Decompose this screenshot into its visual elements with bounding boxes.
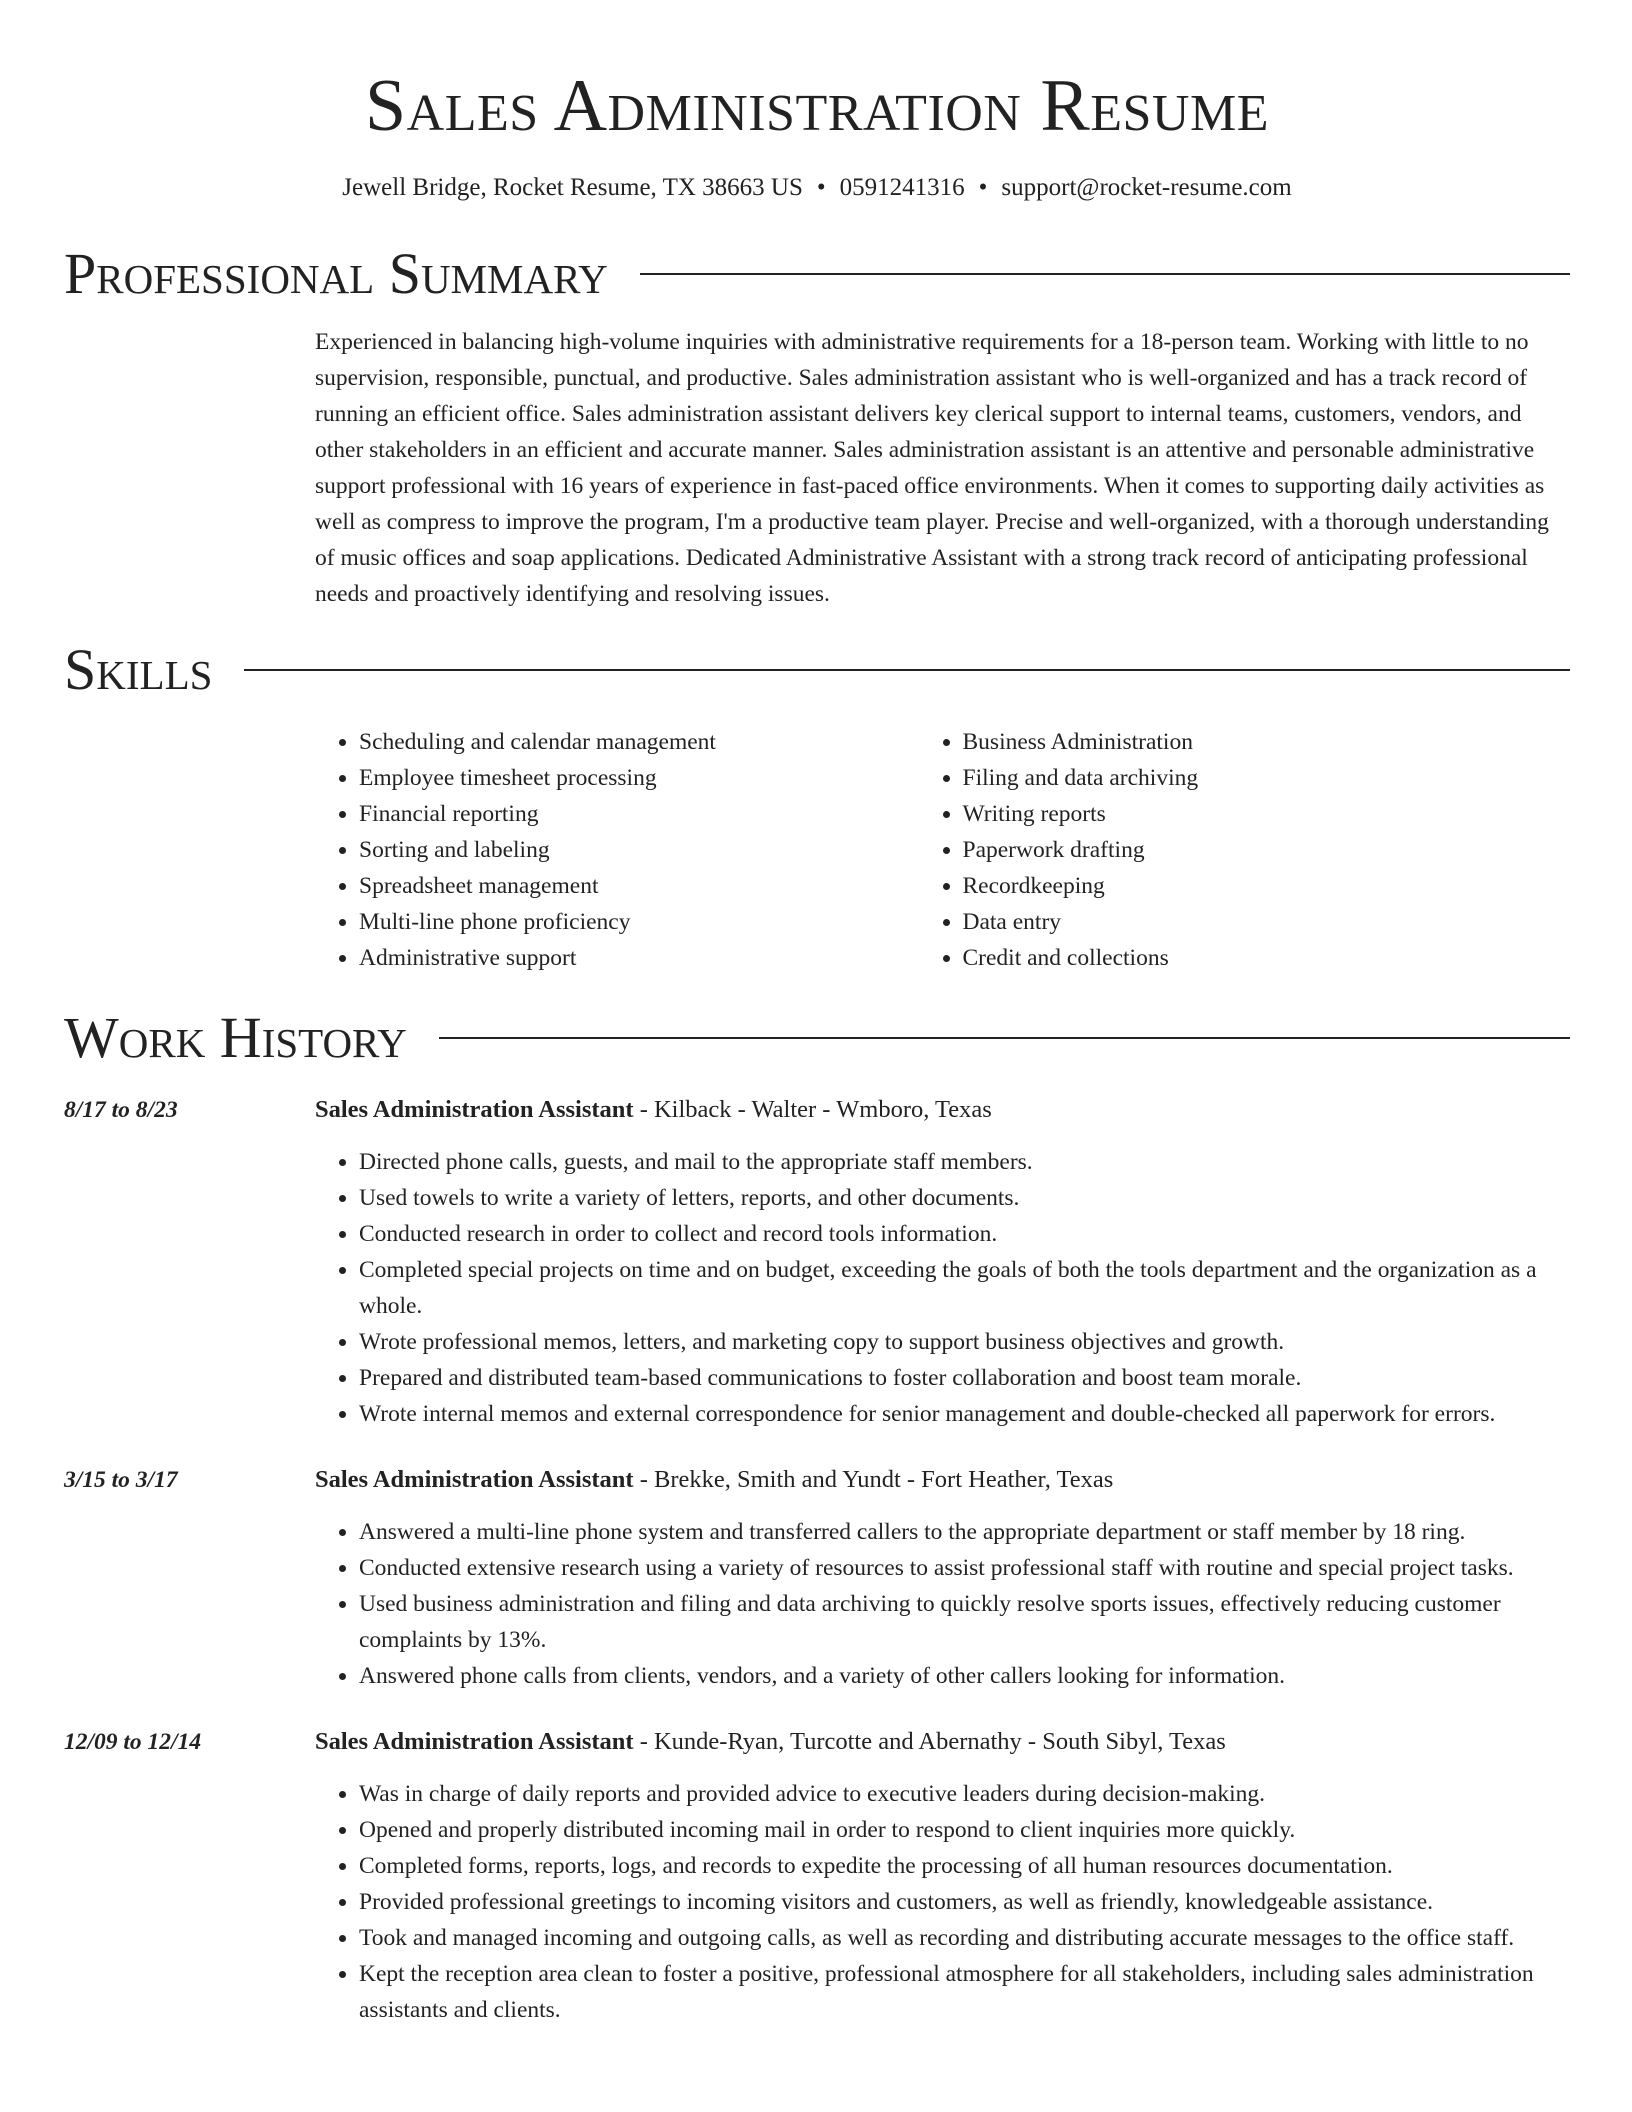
job-bullet-list xyxy=(315,1776,1570,2028)
job-body xyxy=(315,1462,1570,1694)
job-bullet-list xyxy=(315,1514,1570,1694)
skill-item: • Credit and collections xyxy=(963,940,1571,976)
job-dates: 8/17 to 8/23 xyxy=(64,1097,178,1123)
skill-item: • Administrative support xyxy=(359,940,967,976)
job-bullet: • Wrote internal memos and external correspondence for senior management and double-checked all paperwork for errors. xyxy=(359,1396,1570,1432)
contact-line xyxy=(64,172,1570,204)
job-heading xyxy=(315,1462,1570,1498)
job-bullet: • Conducted research in order to collect and record tools information. xyxy=(359,1216,1570,1252)
skill-item: • Business Administration xyxy=(963,724,1571,760)
job-bullet: • Took and managed incoming and outgoing calls, as well as recording and distributing accurate messages to the office staff. xyxy=(359,1920,1570,1956)
contact-phone: 0591241316 xyxy=(839,174,965,201)
job-title: Sales Administration Assistant xyxy=(315,1466,634,1493)
job-heading xyxy=(315,1092,1570,1128)
section-header-skills xyxy=(64,638,1570,702)
section-title-work-history: Work History xyxy=(64,1005,407,1070)
skill-item: • Writing reports xyxy=(963,796,1571,832)
job-entry xyxy=(64,1092,1570,1432)
contact-separator: • xyxy=(816,174,826,201)
job-bullet: • Directed phone calls, guests, and mail to the appropriate staff members. xyxy=(359,1144,1570,1180)
section-header-summary xyxy=(64,242,1570,306)
job-title: Sales Administration Assistant xyxy=(315,1728,634,1755)
skill-item: • Filing and data archiving xyxy=(963,760,1571,796)
job-bullet: • Wrote professional memos, letters, and marketing copy to support business objectives and growth. xyxy=(359,1324,1570,1360)
skill-item: • Spreadsheet management xyxy=(359,868,967,904)
job-bullet: • Completed forms, reports, logs, and records to expedite the processing of all human resources documentation. xyxy=(359,1848,1570,1884)
job-employer: - Brekke, Smith and Yundt - Fort Heather, Texas xyxy=(633,1466,1114,1493)
job-bullet-list xyxy=(315,1144,1570,1432)
section-title-summary: Professional Summary xyxy=(64,241,608,306)
resume-title: Sales Administration Resume xyxy=(365,65,1269,147)
skill-item: • Scheduling and calendar management xyxy=(359,724,967,760)
job-bullet: • Prepared and distributed team-based communications to foster collaboration and boost team morale. xyxy=(359,1360,1570,1396)
skill-item: • Financial reporting xyxy=(359,796,967,832)
job-entry xyxy=(64,1462,1570,1694)
section-header-work-history xyxy=(64,1006,1570,1070)
contact-separator: • xyxy=(978,174,988,201)
section-divider xyxy=(640,273,1570,275)
job-bullet: • Answered phone calls from clients, vendors, and a variety of other callers looking for information. xyxy=(359,1658,1570,1694)
job-bullet: • Kept the reception area clean to foster a positive, professional atmosphere for all stakeholders, including sales administration assistants and clients. xyxy=(359,1956,1570,2028)
skill-item: • Paperwork drafting xyxy=(963,832,1571,868)
section-divider xyxy=(439,1037,1570,1039)
contact-address: Jewell Bridge, Rocket Resume, TX 38663 US xyxy=(342,174,803,201)
job-bullet: • Opened and properly distributed incoming mail in order to respond to client inquiries more quickly. xyxy=(359,1812,1570,1848)
job-body xyxy=(315,1092,1570,1432)
job-dates: 3/15 to 3/17 xyxy=(64,1467,178,1493)
job-bullet: • Was in charge of daily reports and provided advice to executive leaders during decision-making. xyxy=(359,1776,1570,1812)
job-bullet: • Completed special projects on time and on budget, exceeding the goals of both the tools department and the organization as a whole. xyxy=(359,1252,1570,1324)
skills-grid xyxy=(315,724,1570,976)
job-entry xyxy=(64,1724,1570,2028)
skill-item: • Data entry xyxy=(963,904,1571,940)
section-divider xyxy=(244,669,1570,671)
job-bullet: • Answered a multi-line phone system and transferred callers to the appropriate department or staff member by 18 ring. xyxy=(359,1514,1570,1550)
job-dates: 12/09 to 12/14 xyxy=(64,1729,202,1755)
job-bullet: • Used towels to write a variety of letters, reports, and other documents. xyxy=(359,1180,1570,1216)
skills-list-left xyxy=(315,724,967,976)
resume-page xyxy=(64,0,1570,2028)
job-bullet: • Provided professional greetings to incoming visitors and customers, as well as friendly, knowledgeable assistance. xyxy=(359,1884,1570,1920)
job-employer: - Kunde-Ryan, Turcotte and Abernathy - South Sibyl, Texas xyxy=(633,1728,1226,1755)
job-title: Sales Administration Assistant xyxy=(315,1096,634,1123)
skills-list-right xyxy=(963,724,1571,976)
skill-item: • Employee timesheet processing xyxy=(359,760,967,796)
job-body xyxy=(315,1724,1570,2028)
job-bullet: • Conducted extensive research using a variety of resources to assist professional staff with routine and special project tasks. xyxy=(359,1550,1570,1586)
job-employer: - Kilback - Walter - Wmboro, Texas xyxy=(633,1096,992,1123)
skill-item: • Recordkeeping xyxy=(963,868,1571,904)
section-title-skills: Skills xyxy=(64,637,213,702)
summary-text: Experienced in balancing high-volume inquiries with administrative requirements for a 18-person team. Working with little to no supervision, responsible, punctual, and productive. Sales administration assistant who is well-organized and has a track record of running an efficient office. Sales administration assistant delivers key clerical support to internal teams, customers, vendors, and other stakeholders in an efficient and accurate manner. Sales administration assistant is an attentive and personable administrative support professional with 16 years of experience in fast-paced office environments. When it comes to supporting daily activities as well as compress to improve the program, I'm a productive team player. Precise and well-organized, with a thorough understanding of music offices and soap applications. Dedicated Administrative Assistant with a strong track record of anticipating professional needs and proactively identifying and resolving issues. xyxy=(315,329,1549,607)
job-heading xyxy=(315,1724,1570,1760)
skill-item: • Multi-line phone proficiency xyxy=(359,904,967,940)
skill-item: • Sorting and labeling xyxy=(359,832,967,868)
contact-email: support@rocket-resume.com xyxy=(1001,174,1292,201)
job-bullet: • Used business administration and filing and data archiving to quickly resolve sports issues, effectively reducing customer complaints by 13%. xyxy=(359,1586,1570,1658)
